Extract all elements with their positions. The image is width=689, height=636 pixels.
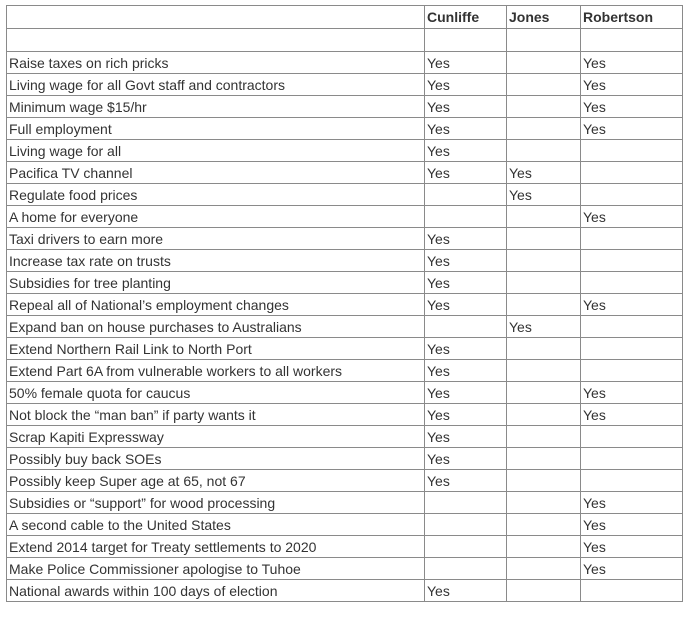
cunliffe-cell xyxy=(425,536,507,558)
table-row xyxy=(7,492,683,514)
robertson-cell: Yes xyxy=(581,514,683,536)
cunliffe-cell: Yes xyxy=(425,272,507,294)
jones-cell xyxy=(507,580,581,602)
cunliffe-cell: Yes xyxy=(425,580,507,602)
table-row xyxy=(7,74,683,96)
empty-cell xyxy=(581,29,683,52)
table-row xyxy=(7,338,683,360)
cunliffe-cell: Yes xyxy=(425,228,507,250)
robertson-cell xyxy=(581,426,683,448)
spacer-row xyxy=(7,29,683,52)
policy-cell: A home for everyone xyxy=(7,206,425,228)
cunliffe-cell: Yes xyxy=(425,382,507,404)
cunliffe-cell: Yes xyxy=(425,448,507,470)
policy-cell: National awards within 100 days of election xyxy=(7,580,425,602)
jones-cell: Yes xyxy=(507,184,581,206)
robertson-cell: Yes xyxy=(581,536,683,558)
table-row xyxy=(7,250,683,272)
robertson-cell xyxy=(581,184,683,206)
policy-cell: Not block the “man ban” if party wants it xyxy=(7,404,425,426)
table-row xyxy=(7,536,683,558)
cunliffe-cell: Yes xyxy=(425,470,507,492)
robertson-cell: Yes xyxy=(581,382,683,404)
jones-cell xyxy=(507,338,581,360)
cunliffe-cell xyxy=(425,316,507,338)
table-row xyxy=(7,404,683,426)
header-robertson: Robertson xyxy=(581,6,683,29)
table-row xyxy=(7,96,683,118)
policy-cell: Living wage for all xyxy=(7,140,425,162)
policy-cell: Repeal all of National’s employment changes xyxy=(7,294,425,316)
header-cunliffe: Cunliffe xyxy=(425,6,507,29)
empty-cell xyxy=(7,29,425,52)
robertson-cell xyxy=(581,316,683,338)
policy-cell: Living wage for all Govt staff and contractors xyxy=(7,74,425,96)
policy-cell: Possibly keep Super age at 65, not 67 xyxy=(7,470,425,492)
jones-cell xyxy=(507,426,581,448)
cunliffe-cell: Yes xyxy=(425,140,507,162)
cunliffe-cell xyxy=(425,492,507,514)
robertson-cell: Yes xyxy=(581,118,683,140)
policy-cell: Make Police Commissioner apologise to Tuhoe xyxy=(7,558,425,580)
table-row xyxy=(7,514,683,536)
robertson-cell xyxy=(581,360,683,382)
empty-cell xyxy=(507,29,581,52)
cunliffe-cell: Yes xyxy=(425,338,507,360)
jones-cell xyxy=(507,382,581,404)
policy-cell: Scrap Kapiti Expressway xyxy=(7,426,425,448)
policy-cell: Extend Part 6A from vulnerable workers to all workers xyxy=(7,360,425,382)
robertson-cell xyxy=(581,140,683,162)
table-row xyxy=(7,316,683,338)
cunliffe-cell: Yes xyxy=(425,294,507,316)
jones-cell xyxy=(507,96,581,118)
cunliffe-cell: Yes xyxy=(425,74,507,96)
cunliffe-cell: Yes xyxy=(425,360,507,382)
cunliffe-cell: Yes xyxy=(425,404,507,426)
cunliffe-cell xyxy=(425,206,507,228)
jones-cell xyxy=(507,470,581,492)
policy-cell: Raise taxes on rich pricks xyxy=(7,52,425,74)
table-row xyxy=(7,206,683,228)
policy-cell: Expand ban on house purchases to Australians xyxy=(7,316,425,338)
table-row xyxy=(7,470,683,492)
jones-cell: Yes xyxy=(507,316,581,338)
jones-cell xyxy=(507,228,581,250)
cunliffe-cell: Yes xyxy=(425,52,507,74)
robertson-cell: Yes xyxy=(581,404,683,426)
robertson-cell: Yes xyxy=(581,492,683,514)
table-row xyxy=(7,140,683,162)
policy-cell: Taxi drivers to earn more xyxy=(7,228,425,250)
jones-cell xyxy=(507,52,581,74)
jones-cell xyxy=(507,250,581,272)
robertson-cell: Yes xyxy=(581,52,683,74)
robertson-cell xyxy=(581,228,683,250)
robertson-cell xyxy=(581,580,683,602)
jones-cell xyxy=(507,492,581,514)
robertson-cell: Yes xyxy=(581,558,683,580)
table-row xyxy=(7,580,683,602)
policy-cell: Pacifica TV channel xyxy=(7,162,425,184)
table-row xyxy=(7,272,683,294)
jones-cell: Yes xyxy=(507,162,581,184)
jones-cell xyxy=(507,206,581,228)
table-row xyxy=(7,426,683,448)
jones-cell xyxy=(507,448,581,470)
robertson-cell xyxy=(581,250,683,272)
header-jones: Jones xyxy=(507,6,581,29)
policy-cell: 50% female quota for caucus xyxy=(7,382,425,404)
robertson-cell xyxy=(581,470,683,492)
table-body xyxy=(7,29,683,602)
header-policy xyxy=(7,6,425,29)
policy-comparison-table xyxy=(6,5,683,602)
table-row xyxy=(7,52,683,74)
robertson-cell: Yes xyxy=(581,206,683,228)
table-row xyxy=(7,558,683,580)
table-row xyxy=(7,118,683,140)
cunliffe-cell: Yes xyxy=(425,426,507,448)
policy-cell: A second cable to the United States xyxy=(7,514,425,536)
jones-cell xyxy=(507,558,581,580)
policy-cell: Increase tax rate on trusts xyxy=(7,250,425,272)
robertson-cell xyxy=(581,162,683,184)
robertson-cell: Yes xyxy=(581,96,683,118)
table-row xyxy=(7,382,683,404)
robertson-cell xyxy=(581,448,683,470)
cunliffe-cell: Yes xyxy=(425,162,507,184)
jones-cell xyxy=(507,514,581,536)
cunliffe-cell xyxy=(425,184,507,206)
jones-cell xyxy=(507,140,581,162)
empty-cell xyxy=(425,29,507,52)
jones-cell xyxy=(507,404,581,426)
table-row xyxy=(7,360,683,382)
cunliffe-cell: Yes xyxy=(425,250,507,272)
header-row xyxy=(7,6,683,29)
policy-cell: Possibly buy back SOEs xyxy=(7,448,425,470)
cunliffe-cell: Yes xyxy=(425,118,507,140)
policy-cell: Subsidies for tree planting xyxy=(7,272,425,294)
policy-cell: Extend 2014 target for Treaty settlements to 2020 xyxy=(7,536,425,558)
table-row xyxy=(7,228,683,250)
policy-cell: Minimum wage $15/hr xyxy=(7,96,425,118)
robertson-cell: Yes xyxy=(581,74,683,96)
jones-cell xyxy=(507,536,581,558)
table-row xyxy=(7,294,683,316)
robertson-cell xyxy=(581,272,683,294)
table-row xyxy=(7,184,683,206)
jones-cell xyxy=(507,294,581,316)
jones-cell xyxy=(507,74,581,96)
table-row xyxy=(7,448,683,470)
policy-cell: Subsidies or “support” for wood processing xyxy=(7,492,425,514)
policy-cell: Regulate food prices xyxy=(7,184,425,206)
cunliffe-cell xyxy=(425,558,507,580)
cunliffe-cell xyxy=(425,514,507,536)
jones-cell xyxy=(507,272,581,294)
cunliffe-cell: Yes xyxy=(425,96,507,118)
robertson-cell: Yes xyxy=(581,294,683,316)
jones-cell xyxy=(507,360,581,382)
jones-cell xyxy=(507,118,581,140)
robertson-cell xyxy=(581,338,683,360)
policy-cell: Extend Northern Rail Link to North Port xyxy=(7,338,425,360)
policy-cell: Full employment xyxy=(7,118,425,140)
table-row xyxy=(7,162,683,184)
